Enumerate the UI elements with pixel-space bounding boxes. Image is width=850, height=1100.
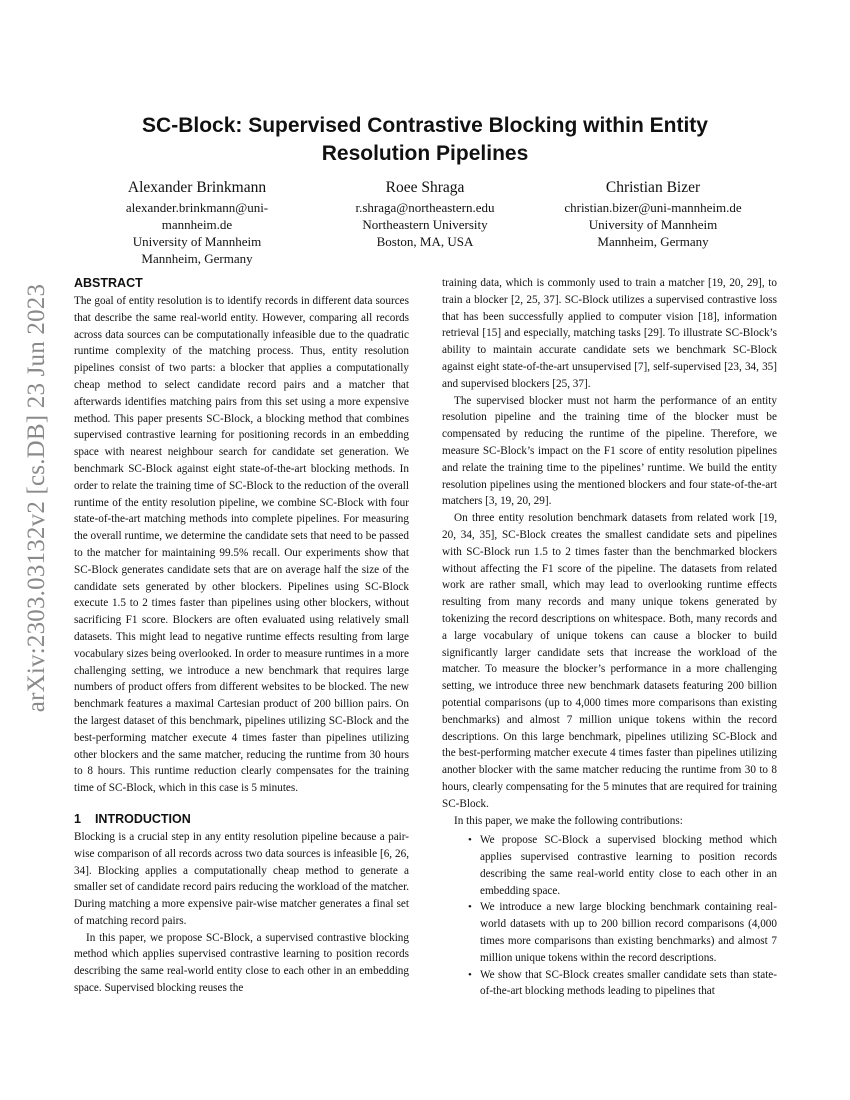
bullet-icon: • [468, 968, 472, 981]
contribution-text: We introduce a new large blocking benchmark containing real-world datasets with up to 200 billion record comparisons (4,000 times more comparisons than existing benchmarks) and almost 7 million unique tokens within the record descriptions. [480, 901, 777, 964]
author-block-2 [315, 178, 535, 250]
author-affiliation: Northeastern University [362, 217, 488, 232]
right-paragraph-3: On three entity resolution benchmark datasets from related work [19, 20, 34, 35], SC-Block creates the smallest candidate sets and pipelines with SC-Block run 1.5 to 2 times faster than the benchmarked blockers without affecting the F1 score of the pipeline. The datasets from related work are rather small, which may lead to overlooking runtime effects resulting from many records and many unique tokens generated by tokenizing the record descriptions on whitespace. Both, many records and a large vocabulary of unique tokens can cause a blocker to build significantly larger candidate sets that increase the workload of the matcher. To measure the blocker’s performance in a more challenging setting, we introduce three new benchmark datasets featuring 200 billion potential comparisons (up to 4,000 times more comparisons than existing benchmarks) and almost 7 million unique tokens within the record descriptions. On this large benchmark, pipelines utilizing SC-Block and the best-performing matcher execute 4 times faster than pipelines utilizing another blocker with the same matcher reducing the runtime from 30 to 8 hours, clearly compensating for the 5 minutes that are required for training SC-Block. [442, 512, 777, 810]
contribution-text: We show that SC-Block creates smaller candidate sets than state-of-the-art blocking methods leading to pipelines that [480, 968, 777, 998]
arxiv-stamp-text: arXiv:2303.03132v2 [cs.DB] 23 Jun 2023 [23, 283, 50, 713]
right-paragraph-1: training data, which is commonly used to train a matcher [19, 20, 29], to train a blocker [2, 25, 37]. SC-Block utilizes a supervised contrastive loss that has been successfully applied to computer vision [18], information retrieval [15] and especially, matching tasks [29]. To illustrate SC-Block’s ability to maintain accurate candidate sets we benchmark SC-Block against eight state-of-the-art unsupervised [7], self-supervised [23, 34, 35] and supervised blockers [25, 37]. [442, 277, 777, 390]
bullet-icon: • [468, 901, 472, 914]
list-item [468, 967, 777, 1001]
right-paragraph-4: In this paper, we make the following contributions: [454, 814, 683, 827]
author-location: Mannheim, Germany [141, 251, 253, 266]
contribution-text: We propose SC-Block a supervised blocking method which applies supervised contrastive learning to position records describing the same real-world entity close to each other in an embedding space. [480, 834, 777, 897]
intro-section-title: INTRODUCTION [94, 811, 191, 826]
intro-heading [74, 811, 409, 827]
author-block-3 [543, 178, 763, 250]
left-column [74, 275, 409, 997]
right-column [442, 275, 777, 1000]
author-name: Roee Shraga [385, 179, 465, 196]
author-location: Mannheim, Germany [597, 234, 709, 249]
intro-paragraph-2: In this paper, we propose SC-Block, a supervised contrastive blocking method which applies supervised contrastive learning to position records describing the same real-world entity close to each other in an embedding space. Supervised blocking reuses the [74, 931, 409, 995]
list-item [468, 899, 777, 966]
right-paragraph-2: The supervised blocker must not harm the performance of an entity resolution pipeline and the training time of the blocker must be compensated by reducing the runtime of the pipeline. Therefore, we measure SC-Block’s impact on the F1 score of entity resolution pipelines and relate the training time to the pipelines’ runtime. We build the entity resolution pipelines using the mentioned blockers and four state-of-the-art matchers [3, 19, 20, 29]. [442, 394, 777, 508]
intro-paragraph-1: Blocking is a crucial step in any entity resolution pipeline because a pair-wise comparison of all records across two data sources is infeasible [6, 26, 34]. Blocking applies a computationally cheap method to generate a smaller set of candidate record pairs reducing the workload of the matcher. During matching a more expensive pair-wise matcher generates a final set of matching record pairs. [74, 830, 409, 927]
bullet-icon: • [468, 834, 472, 847]
contributions-list [442, 832, 777, 1000]
author-location: Boston, MA, USA [376, 234, 474, 249]
abstract-text: The goal of entity resolution is to identify records in different data sources that describe the same real-world entity. However, comparing all records across data sources can be computationally infeasible due to the quadratic runtime complexity of the matching process. Thus, entity resolution pipelines consist of two parts: a blocker that applies a computationally cheap method to select candidate record pairs and a matcher that afterwards identifies matching pairs from this set using a more expensive method. This paper presents SC-Block, a blocking method that combines supervised contrastive learning for positioning records in an embedding space with nearest neighbour search for candidate set generation. We benchmark SC-Block against eight state-of-the-art blocking methods. In order to relate the training time of SC-Block to the reduction of the overall runtime of the entity resolution pipeline, we combine SC-Block with four state-of-the-art matching methods into complete pipelines. For measuring the overall runtime, we determine the candidate sets that need to be passed to the matcher for maintaining 99.5% recall. Our experiments show that SC-Block generates candidate sets that are on average half the size of the candidate sets generated by other blockers. Pipelines using SC-Block execute 1.5 to 2 times faster than pipelines using other blockers, without sacrificing F1 score. Blockers are often evaluated using relatively small datasets. This might lead to negative runtime effects resulting from large vocabulary sizes being overlooked. In order to measure runtimes in a more challenging setting, we introduce a new benchmark that requires large numbers of product offers from different websites to be blocked. The new benchmark features a maximal Cartesian product of 200 billion pairs. On the largest dataset of this benchmark, pipelines utilizing SC-Block and the best-performing matcher execute 4 times faster than pipelines utilizing other blockers and the same matcher, reducing the runtime from 30 hours to 8 hours. This runtime reduction clearly compensates for the training time of SC-Block, which in this case is 5 minutes. [74, 295, 409, 795]
arxiv-stamp [22, 283, 52, 713]
author-affiliation: University of Mannheim [132, 234, 262, 249]
author-name: Christian Bizer [605, 179, 701, 196]
author-block-1 [87, 178, 307, 267]
author-email: alexander.brinkmann@uni-mannheim.de [125, 200, 269, 232]
author-email: christian.bizer@uni-mannheim.de [564, 200, 742, 215]
author-name: Alexander Brinkmann [127, 179, 267, 196]
author-affiliation: University of Mannheim [588, 217, 718, 232]
paper-title: SC-Block: Supervised Contrastive Blocking within Entity Resolution Pipelines [142, 114, 708, 165]
author-email: r.shraga@northeastern.edu [355, 200, 495, 215]
intro-section-number: 1 [74, 811, 81, 826]
abstract-heading: ABSTRACT [74, 276, 143, 290]
list-item [468, 832, 777, 899]
